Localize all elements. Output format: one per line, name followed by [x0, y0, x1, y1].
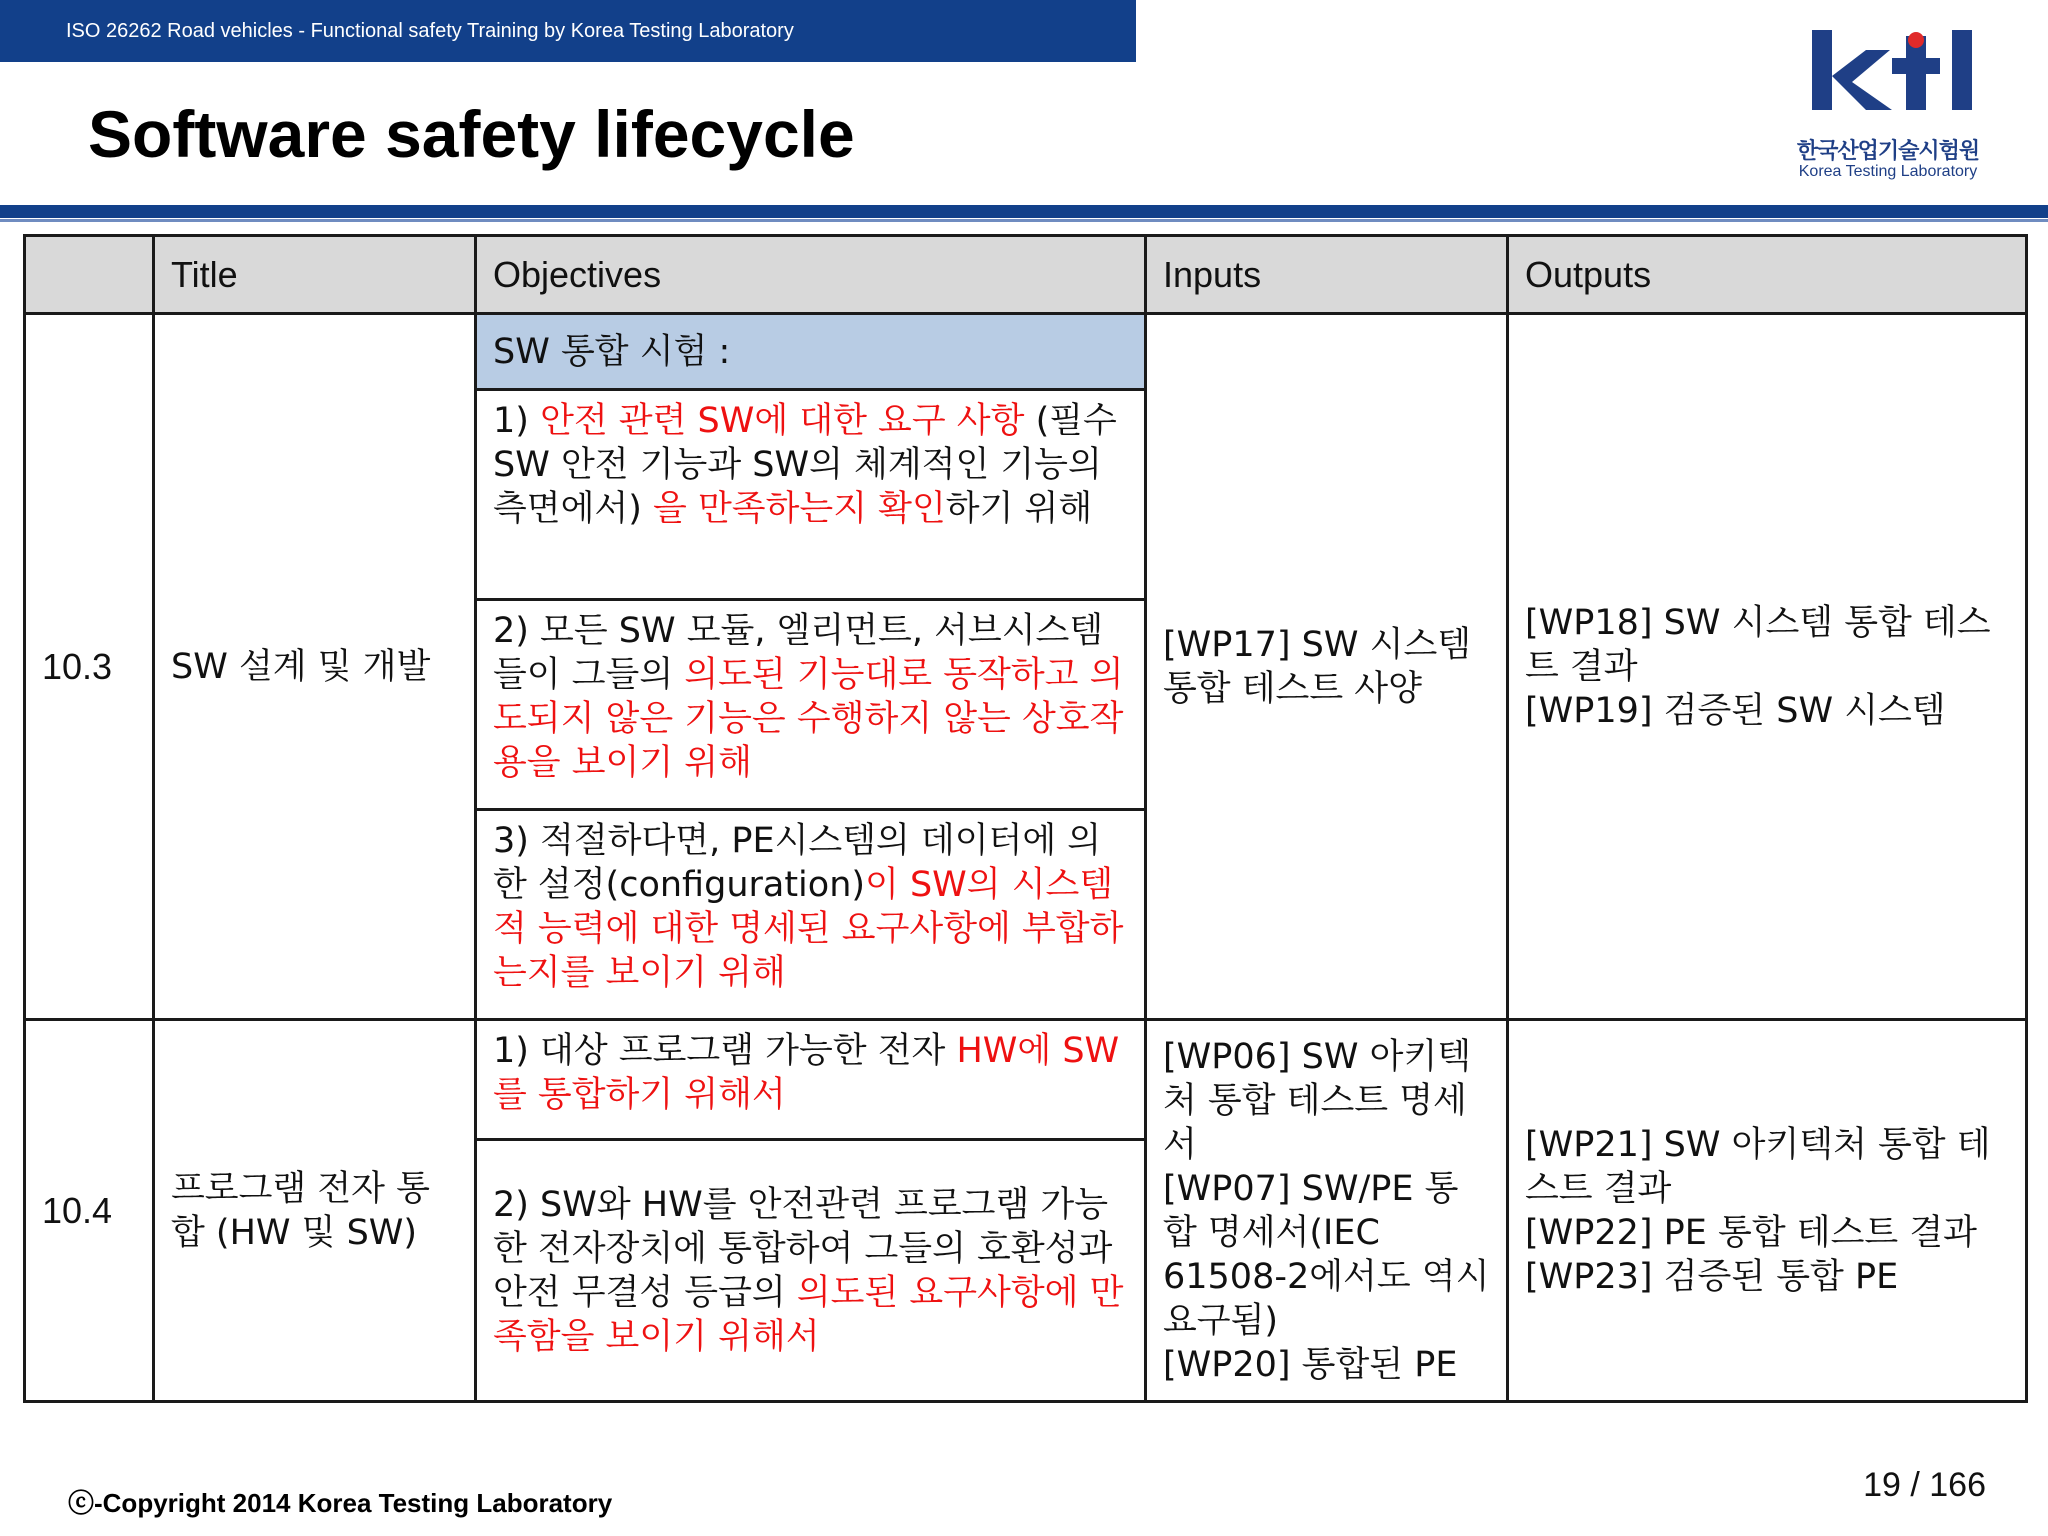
col-header-title: Title — [154, 236, 476, 314]
logo-k-arms — [1832, 50, 1892, 110]
clause-number: 10.4 — [25, 1020, 154, 1402]
lifecycle-table — [23, 234, 2028, 1403]
objectives-heading: SW 통합 시험 : — [476, 314, 1146, 390]
col-header-outputs: Outputs — [1508, 236, 2027, 314]
work-product-item: [WP07] SW/PE 통합 명세서(IEC 61508-2에서도 역시 요구됨) — [1163, 1168, 1490, 1341]
objective-text: 2) 모든 SW 모듈, 엘리먼트, 서브시스템들이 그들의 — [493, 611, 1104, 695]
objective-item — [476, 390, 1146, 600]
logo-l-stem — [1952, 30, 1972, 110]
objective-text: 하기 위해 — [945, 489, 1093, 529]
page-number: 19 / 166 — [1863, 1466, 1986, 1504]
table-row — [25, 314, 2027, 390]
copyright-notice: ⓒ-Copyright 2014 Korea Testing Laboratory — [68, 1488, 613, 1518]
work-product-item: [WP23] 검증된 통합 PE — [1525, 1256, 1899, 1297]
objective-text: 1) 대상 프로그램 가능한 전자 — [493, 1031, 957, 1071]
highlighted-text: 이 SW의 시스템적 능력에 대한 명세된 요구사항에 부합하는지를 보이기 위해 — [493, 865, 1124, 993]
work-product-item: [WP20] 통합된 PE — [1163, 1344, 1458, 1385]
work-product-item: [WP18] SW 시스템 통합 테스트 결과 — [1525, 602, 1991, 687]
highlighted-text: 을 만족하는지 확인 — [653, 489, 946, 529]
outputs-cell — [1508, 314, 2027, 1020]
highlighted-text: 안전 관련 SW에 대한 요구 사항 — [540, 401, 1025, 441]
logo-k-stem — [1812, 30, 1832, 110]
objective-item — [476, 1140, 1146, 1402]
header-rule-thin — [0, 219, 2048, 222]
objective-item — [476, 1020, 1146, 1140]
clause-title: SW 설계 및 개발 — [154, 314, 476, 1020]
objective-item — [476, 600, 1146, 810]
col-header-inputs: Inputs — [1146, 236, 1508, 314]
clause-number: 10.3 — [25, 314, 154, 1020]
work-product-item: [WP17] SW 시스템 통합 테스트 사양 — [1163, 624, 1472, 709]
objective-text: 2) SW와 HW를 안전관련 프로그램 가능한 전자장치에 통합하여 그들의 호환성과 안전 무결성 등급의 — [493, 1184, 1113, 1313]
page-title: Software safety lifecycle — [88, 97, 855, 171]
clause-title: 프로그램 전자 통합 (HW 및 SW) — [154, 1020, 476, 1402]
highlighted-text: 의도된 기능대로 동작하고 의도되지 않은 기능은 수행하지 않는 상호작용을 보이기 위해 — [493, 655, 1124, 783]
header-rule — [0, 205, 2048, 218]
work-product-item: [WP19] 검증된 SW 시스템 — [1525, 690, 1946, 731]
inputs-cell — [1146, 1020, 1508, 1402]
col-header-objectives: Objectives — [476, 236, 1146, 314]
outputs-cell — [1508, 1020, 2027, 1402]
top-banner: ISO 26262 Road vehicles - Functional safety Training by Korea Testing Laboratory — [0, 0, 1136, 62]
objective-item — [476, 810, 1146, 1020]
objective-text: 1) — [493, 401, 541, 441]
table-header-row — [25, 236, 2027, 314]
objective-text: 3) 적절하다면, PE시스템의 데이터에 의한 설정(configuration) — [493, 821, 1102, 905]
logo-dot — [1908, 32, 1924, 48]
highlighted-text: 의도된 요구사항에 만족함을 보이기 위해서 — [493, 1272, 1124, 1357]
work-product-item: [WP06] SW 아키텍처 통합 테스트 명세서 — [1163, 1036, 1472, 1165]
logo-name-english: Korea Testing Laboratory — [1798, 163, 1978, 180]
objective-text: (필수 SW 안전 기능과 SW의 체계적인 기능의 측면에서) — [493, 401, 1117, 529]
logo-t-bar — [1892, 58, 1940, 74]
work-product-item: [WP22] PE 통합 테스트 결과 — [1525, 1212, 1977, 1253]
logo-name-korean: 한국산업기술시험원 — [1796, 139, 1980, 164]
table-row — [25, 1020, 2027, 1140]
inputs-cell — [1146, 314, 1508, 1020]
col-header-number — [25, 236, 154, 314]
highlighted-text: HW에 SW를 통합하기 위해서 — [493, 1031, 1120, 1115]
work-product-item: [WP21] SW 아키텍처 통합 테스트 결과 — [1525, 1124, 1991, 1209]
